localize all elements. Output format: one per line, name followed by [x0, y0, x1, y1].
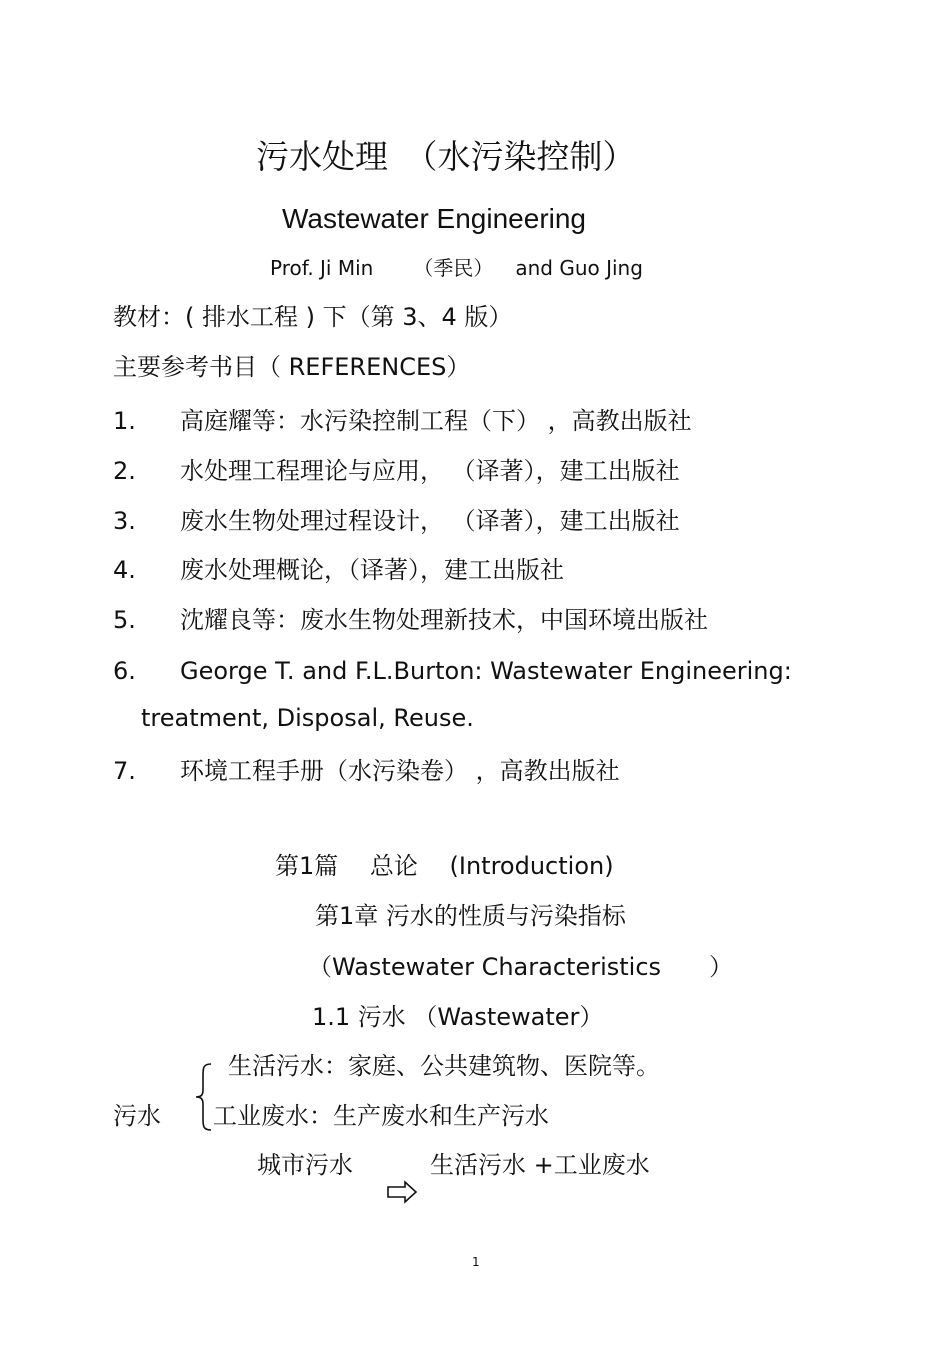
section-heading: 1.1 污水 （Wastewater）	[312, 1003, 604, 1031]
list-item-number: 2.	[113, 457, 136, 485]
list-item: 废水处理概论，（译著），建工出版社	[180, 556, 564, 584]
list-item-continuation: treatment, Disposal, Reuse.	[141, 704, 474, 732]
list-item-number: 3.	[113, 507, 136, 535]
list-item: 沈耀良等：废水生物处理新技术，中国环境出版社	[180, 606, 708, 634]
chapter-heading: 第1章 污水的性质与污染指标	[315, 902, 626, 930]
author-suffix: and Guo Jing	[515, 256, 643, 280]
arrow-right-icon	[386, 1179, 418, 1205]
textbook-line: 教材：( 排水工程 ) 下（第 3、4 版）	[113, 303, 513, 331]
list-item-number: 6.	[113, 657, 136, 685]
chapter-heading-english: （Wastewater Characteristics ）	[308, 953, 734, 981]
part-heading: 第1篇 总论 (Introduction)	[275, 852, 614, 880]
classification-root: 污水	[113, 1102, 161, 1130]
list-item: 高庭耀等：水污染控制工程（下） ，高教出版社	[180, 407, 692, 435]
urban-sewage-label: 城市污水	[257, 1151, 353, 1179]
author-prefix: Prof. Ji Min	[270, 256, 374, 280]
list-item: George T. and F.L.Burton: Wastewater Engineering:	[180, 657, 792, 685]
list-item-number: 1.	[113, 407, 136, 435]
list-item-number: 4.	[113, 556, 136, 584]
page-number: 1	[472, 1255, 480, 1269]
page-title: 污水处理 （水污染控制）	[256, 137, 636, 176]
classification-branch-industrial: 工业废水：生产废水和生产污水	[213, 1102, 549, 1130]
list-item-number: 5.	[113, 606, 136, 634]
references-heading: 主要参考书目（ REFERENCES）	[113, 353, 471, 381]
author-line	[270, 258, 643, 278]
author-chinese-name: （季民）	[413, 256, 494, 280]
classification-branch-domestic: 生活污水：家庭、公共建筑物、医院等。	[228, 1052, 660, 1080]
list-item: 废水生物处理过程设计， （译著），建工出版社	[180, 507, 680, 535]
list-item: 环境工程手册（水污染卷） ，高教出版社	[180, 757, 620, 785]
list-item: 水处理工程理论与应用， （译著），建工出版社	[180, 457, 680, 485]
list-item-number: 7.	[113, 757, 136, 785]
page-subtitle: Wastewater Engineering	[282, 203, 587, 234]
urban-sewage-definition: 生活污水 +工业废水	[430, 1151, 650, 1179]
